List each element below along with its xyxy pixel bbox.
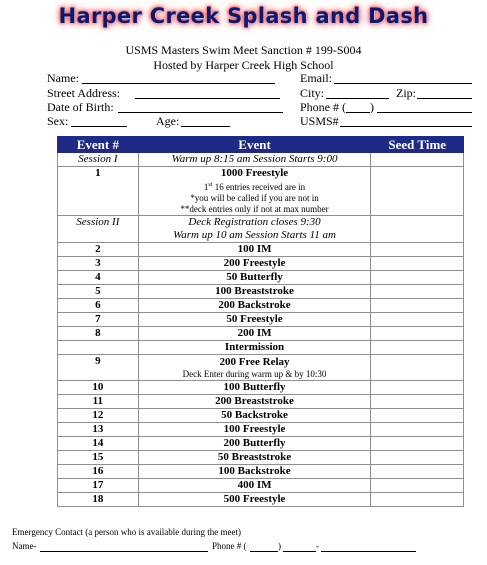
event-number-cell: 11 xyxy=(58,395,139,409)
event-number-cell: 2 xyxy=(58,243,139,257)
event-name-cell: 200 IM xyxy=(138,327,371,341)
street-field[interactable] xyxy=(135,98,280,99)
phone-number-field[interactable] xyxy=(377,112,472,113)
event-number-cell: 10 xyxy=(58,381,139,395)
entry-note-sup: st xyxy=(208,182,213,188)
session-note-line1: Deck Registration closes 9:30 xyxy=(188,216,321,228)
event-number-cell: 15 xyxy=(58,451,139,465)
email-field[interactable] xyxy=(334,83,472,84)
dob-field[interactable] xyxy=(118,112,283,113)
dob-label: Date of Birth: xyxy=(47,100,114,114)
table-row xyxy=(58,167,464,216)
table-row xyxy=(58,451,464,465)
event-name: 200 Free Relay xyxy=(219,355,290,368)
seed-time-cell[interactable] xyxy=(371,313,464,327)
table-row xyxy=(58,216,464,243)
table-row xyxy=(58,409,464,423)
zip-label: Zip: xyxy=(396,86,416,100)
event-number-cell: 9 xyxy=(58,355,139,381)
event-name-cell: Warm up 8:15 am Session Starts 9:00 xyxy=(138,153,371,167)
event-number-cell: 1 xyxy=(58,167,139,216)
entry-note-line3: **deck entries only if not at max number xyxy=(180,204,329,214)
table-row xyxy=(58,381,464,395)
event-name-cell: 400 IM xyxy=(138,479,371,493)
seed-time-cell[interactable] xyxy=(371,153,464,167)
seed-time-cell[interactable] xyxy=(371,285,464,299)
phone-label: Phone # ( xyxy=(300,100,346,114)
event-name: 1000 Freestyle xyxy=(220,167,289,179)
emergency-phone-close-paren: ) xyxy=(278,541,281,551)
event-name-cell: 50 Backstroke xyxy=(138,409,371,423)
event-name-cell: 200 Butterfly xyxy=(138,437,371,451)
host-line: Hosted by Harper Creek High School xyxy=(153,58,334,72)
seed-time-cell[interactable] xyxy=(371,493,464,507)
events-table xyxy=(57,136,464,507)
meet-title: Harper Creek Splash and Dash xyxy=(58,4,429,28)
entry-note-line2: *you will be called if you are not in xyxy=(190,193,319,203)
phone-close-paren: ) xyxy=(370,100,374,114)
table-row xyxy=(58,257,464,271)
usms-field[interactable] xyxy=(340,126,472,127)
age-field[interactable] xyxy=(181,126,230,127)
table-row xyxy=(58,327,464,341)
event-number-cell: 18 xyxy=(58,493,139,507)
phone-area-field[interactable] xyxy=(346,112,370,113)
sex-field[interactable] xyxy=(71,126,127,127)
emergency-phone-prefix-field[interactable] xyxy=(283,551,316,552)
seed-time-cell[interactable] xyxy=(371,465,464,479)
event-number-cell: Session II xyxy=(58,216,139,243)
event-number-cell: Session I xyxy=(58,153,139,167)
table-row xyxy=(58,271,464,285)
table-row xyxy=(58,299,464,313)
event-name-cell: 100 Backstroke xyxy=(138,465,371,479)
event-number-cell xyxy=(58,341,139,355)
table-row xyxy=(58,243,464,257)
seed-time-cell[interactable] xyxy=(371,381,464,395)
event-name-cell: 50 Butterfly xyxy=(138,271,371,285)
event-name-cell: 50 Freestyle xyxy=(138,313,371,327)
event-number-cell: 12 xyxy=(58,409,139,423)
seed-time-cell[interactable] xyxy=(371,451,464,465)
seed-time-cell[interactable] xyxy=(371,437,464,451)
sex-label: Sex: xyxy=(47,114,69,128)
emergency-name-field[interactable] xyxy=(40,551,208,552)
event-number-cell: 7 xyxy=(58,313,139,327)
event-name-cell: 100 Breaststroke xyxy=(138,285,371,299)
emergency-phone-line-field[interactable] xyxy=(321,551,416,552)
emergency-name-label: Name- xyxy=(12,541,37,551)
event-name-cell xyxy=(138,355,371,381)
seed-time-cell[interactable] xyxy=(371,395,464,409)
event-name-cell: 200 Backstroke xyxy=(138,299,371,313)
seed-time-cell[interactable] xyxy=(371,216,464,243)
emergency-phone-label: Phone # ( xyxy=(212,541,247,551)
entry-note-line1 xyxy=(139,180,371,193)
email-label: Email: xyxy=(300,71,332,85)
zip-field[interactable] xyxy=(417,98,472,99)
table-row xyxy=(58,493,464,507)
event-name-cell: 50 Breaststroke xyxy=(138,451,371,465)
entry-note-text: 16 entries received are in xyxy=(212,182,306,192)
table-row xyxy=(58,423,464,437)
header-event-number: Event # xyxy=(58,137,139,153)
emergency-phone-dash: - xyxy=(316,541,319,551)
street-label: Street Address: xyxy=(47,86,120,100)
seed-time-cell[interactable] xyxy=(371,167,464,216)
event-number-cell: 4 xyxy=(58,271,139,285)
seed-time-cell[interactable] xyxy=(371,271,464,285)
table-row xyxy=(58,153,464,167)
event-number-cell: 5 xyxy=(58,285,139,299)
emergency-contact-label: Emergency Contact (a person who is available during the meet) xyxy=(12,527,242,537)
table-row xyxy=(58,355,464,381)
relay-note: Deck Enter during warm up & by 10:30 xyxy=(182,368,327,379)
event-number-cell: 3 xyxy=(58,257,139,271)
seed-time-cell[interactable] xyxy=(371,243,464,257)
table-row xyxy=(58,465,464,479)
seed-time-cell[interactable] xyxy=(371,327,464,341)
event-name-cell: 500 Freestyle xyxy=(138,493,371,507)
seed-time-cell[interactable] xyxy=(371,409,464,423)
seed-time-cell[interactable] xyxy=(371,479,464,493)
event-number-cell: 14 xyxy=(58,437,139,451)
event-number-cell: 13 xyxy=(58,423,139,437)
event-number-cell: 6 xyxy=(58,299,139,313)
table-row xyxy=(58,479,464,493)
event-name-cell: 200 Freestyle xyxy=(138,257,371,271)
city-field[interactable] xyxy=(326,98,389,99)
seed-time-cell[interactable] xyxy=(371,257,464,271)
table-row xyxy=(58,341,464,355)
header-seed-time: Seed Time xyxy=(371,137,464,153)
name-field[interactable] xyxy=(82,83,275,84)
event-number-cell: 16 xyxy=(58,465,139,479)
event-name-cell xyxy=(138,216,371,243)
emergency-phone-area-field[interactable] xyxy=(250,551,278,552)
table-row xyxy=(58,313,464,327)
table-row xyxy=(58,395,464,409)
seed-time-cell[interactable] xyxy=(371,423,464,437)
seed-time-cell[interactable] xyxy=(371,355,464,381)
event-name-cell: 100 Freestyle xyxy=(138,423,371,437)
name-label: Name: xyxy=(47,71,79,85)
event-name-cell: Intermission xyxy=(138,341,371,355)
table-row xyxy=(58,285,464,299)
header-event: Event xyxy=(138,137,371,153)
event-name-cell xyxy=(138,167,371,216)
age-label: Age: xyxy=(156,114,180,128)
city-label: City: xyxy=(300,86,325,100)
event-number-cell: 8 xyxy=(58,327,139,341)
sanction-line: USMS Masters Swim Meet Sanction # 199-S004 xyxy=(125,43,362,57)
session-note-line2: Warm up 10 am Session Starts 11 am xyxy=(173,229,336,241)
seed-time-cell[interactable] xyxy=(371,341,464,355)
event-name-cell: 200 Breaststroke xyxy=(138,395,371,409)
entry-note-ordinal: 1 xyxy=(203,182,209,192)
table-row xyxy=(58,437,464,451)
event-number-cell: 17 xyxy=(58,479,139,493)
event-name-cell: 100 IM xyxy=(138,243,371,257)
event-name-cell: 100 Butterfly xyxy=(138,381,371,395)
seed-time-cell[interactable] xyxy=(371,299,464,313)
table-header-row xyxy=(58,137,464,153)
usms-label: USMS# xyxy=(300,114,339,128)
